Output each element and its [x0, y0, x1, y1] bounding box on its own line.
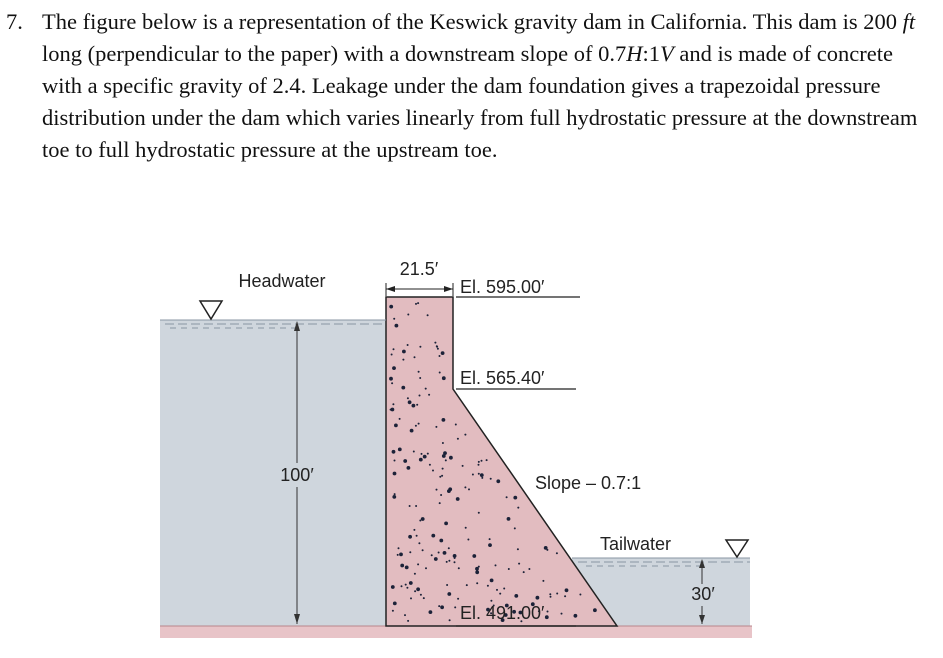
headwater-depth-label: 100′: [280, 465, 314, 485]
crest-width-label: 21.5′: [399, 259, 439, 279]
base-elevation-label: El. 491.00′: [460, 603, 545, 623]
headwater-level-marker-icon: [200, 301, 222, 319]
problem-text: The figure below is a representation of the Keswick gravity dam in California. This dam is 200 ft long (perpendicular to the paper) with a downstream slope of 0.7H:1V and is made of concrete with a specific gravity of 2.4. Leakage under the dam foundation gives a trapezoidal pressure distribution under the dam which varies linearly from full hydrostatic pressure at the downstream toe to full hydrostatic pressure at the upstream toe.: [42, 9, 918, 162]
tailwater-label: Tailwater: [600, 534, 672, 554]
ground-strip: [160, 626, 752, 638]
problem-number: 7.: [6, 9, 23, 34]
headwater-label: Headwater: [238, 271, 326, 291]
slope-label: Slope – 0.7:1: [535, 473, 642, 493]
tailwater-depth-label: 30′: [691, 584, 715, 604]
headwater-body: [160, 320, 386, 626]
slope-break-elevation-label: El. 565.40′: [460, 368, 545, 388]
crest-elevation-label: El. 595.00′: [460, 277, 545, 297]
tailwater-level-marker-icon: [726, 540, 748, 557]
